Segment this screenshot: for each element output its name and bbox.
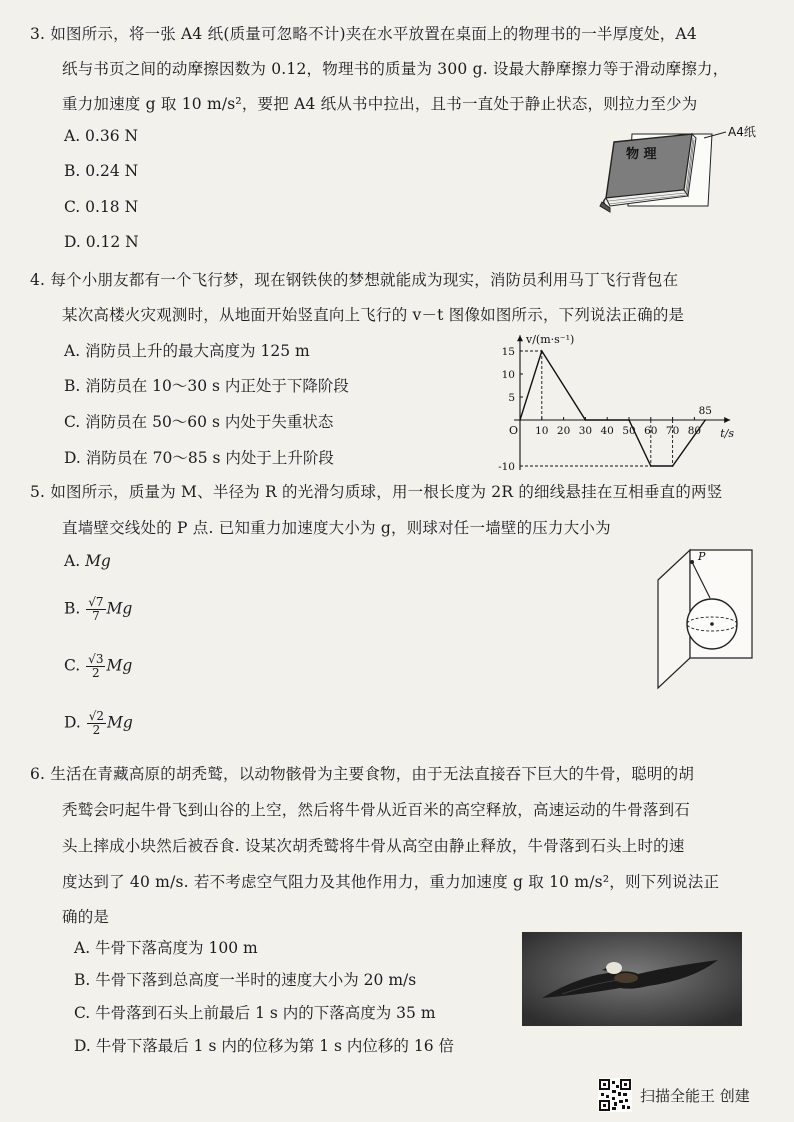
q3-line-2: 纸与书页之间的动摩擦因数为 0.12，物理书的质量为 300 g. 设最大静摩擦力等于滑动摩擦力， — [62, 60, 729, 78]
y-tick-label: -10 — [498, 461, 515, 470]
q5-option-d-label: D. — [64, 713, 81, 732]
vulture-photo — [522, 932, 742, 1026]
y-tick-label: 5 — [508, 392, 515, 404]
q5-option-a-text: Mg — [85, 552, 111, 570]
q6-option-d: D. 牛骨下落最后 1 s 内的位移为第 1 s 内位移的 16 倍 — [74, 1037, 455, 1055]
q5-line-2: 直墙壁交线处的 P 点. 已知重力加速度大小为 g，则球对任一墙壁的压力大小为 — [62, 519, 611, 537]
footer-text: 扫描全能王 创建 — [640, 1087, 750, 1105]
y-tick-label: 10 — [501, 369, 515, 381]
q5-option-c-text: Mg — [106, 656, 133, 675]
y-axis-arrow — [517, 335, 523, 341]
q4-line-1: 4. 每个小朋友都有一个飞行梦，现在钢铁侠的梦想就能成为现实，消防员利用马丁飞行背包在 — [30, 271, 679, 289]
q4-option-d: D. 消防员在 70～85 s 内处于上升阶段 — [64, 449, 334, 467]
a4-paper-label: A4纸 — [728, 125, 756, 139]
q4-option-a: A. 消防员上升的最大高度为 125 m — [64, 342, 310, 360]
q5-option-b-label: B. — [64, 599, 81, 618]
point-p-label: P — [698, 550, 706, 563]
vt-ticks — [498, 346, 701, 470]
velocity-point — [628, 419, 630, 421]
q4-option-c: C. 消防员在 50～60 s 内处于失重状态 — [64, 413, 334, 431]
book-figure — [592, 124, 772, 224]
q6-line-4: 度达到了 40 m/s. 若不考虑空气阻力及其他作用力，重力加速度 g 取 10 m/s²，则下列说法正 — [62, 873, 720, 891]
q5-option-d-den: 2 — [92, 723, 101, 737]
q5-option-c — [64, 653, 132, 680]
q5-option-a — [64, 552, 111, 570]
q6-option-b: B. 牛骨下落到总高度一半时的速度大小为 20 m/s — [74, 971, 417, 989]
x-tick-label: 30 — [578, 425, 593, 437]
q5-option-b-num: √7 — [88, 595, 104, 609]
sphere-wall-figure — [652, 540, 772, 695]
q5-option-d — [64, 710, 133, 737]
qr-code-icon — [598, 1078, 632, 1112]
vt-axes — [514, 335, 730, 470]
scanner-watermark — [598, 1078, 778, 1112]
velocity-point — [585, 419, 587, 421]
q5-option-b-den: 7 — [92, 609, 100, 623]
velocity-point — [705, 419, 707, 421]
velocity-point — [650, 465, 652, 467]
q5-option-b-text: Mg — [106, 599, 133, 618]
q6-line-1: 6. 生活在青藏高原的胡秃鹫，以动物骸骨为主要食物，由于无法直接吞下巨大的牛骨，聪明的胡 — [30, 765, 695, 783]
x-tick-label: 50 — [622, 425, 636, 437]
q6-line-5: 确的是 — [62, 908, 110, 926]
origin-label: O — [509, 424, 519, 437]
y-tick-label: 15 — [501, 346, 515, 358]
x-tick-label: 70 — [665, 425, 680, 437]
q5-option-b — [64, 596, 132, 623]
left-wall-shape — [658, 550, 690, 688]
vt-guides — [520, 351, 673, 466]
q5-option-d-num: √2 — [88, 709, 105, 723]
q3-option-c: C. 0.18 N — [64, 198, 139, 216]
x-tick-label: 10 — [535, 425, 549, 437]
x-tick-label: 60 — [644, 425, 658, 437]
q3-option-b: B. 0.24 N — [64, 162, 139, 180]
q3-line-3: 重力加速度 g 取 10 m/s²，要把 A4 纸从书中拉出，且书一直处于静止状态，则拉力至少为 — [62, 95, 698, 113]
q6-option-a: A. 牛骨下落高度为 100 m — [74, 939, 258, 957]
x-tick-label: 20 — [556, 425, 571, 437]
vt-chart — [494, 334, 754, 470]
velocity-line — [520, 351, 705, 466]
q6-line-3: 头上摔成小块然后被吞食. 设某次胡秃鹫将牛骨从高空由静止释放，牛骨落到石头上时的速 — [62, 837, 685, 855]
velocity-point — [672, 465, 674, 467]
q5-option-c-num: √3 — [88, 652, 104, 666]
x-axis-label: t/s — [720, 427, 734, 440]
q6-option-c: C. 牛骨落到石头上前最后 1 s 内的下落高度为 35 m — [74, 1004, 436, 1022]
q6-line-2: 秃鹫会叼起牛骨飞到山谷的上空，然后将牛骨从近百米的高空释放，高速运动的牛骨落到石 — [62, 801, 691, 819]
x-axis-arrow — [724, 417, 730, 423]
q3-option-d: D. 0.12 N — [64, 233, 139, 251]
q5-option-c-label: C. — [64, 656, 81, 675]
q5-option-a-label: A. — [64, 552, 81, 570]
q4-option-b: B. 消防员在 10～30 s 内正处于下降阶段 — [64, 377, 349, 395]
book-title: 物 理 — [626, 147, 657, 162]
vt-series — [519, 350, 706, 467]
q4-line-2: 某次高楼火灾观测时，从地面开始竖直向上飞行的 v－t 图像如图所示，下列说法正确的是 — [62, 306, 685, 324]
annotation-85: 85 — [698, 405, 712, 417]
q5-line-1: 5. 如图所示，质量为 M、半径为 R 的光滑匀质球，用一根长度为 2R 的细线悬挂在互相垂直的两竖 — [30, 483, 723, 501]
q5-option-d-text: Mg — [107, 713, 133, 732]
velocity-point — [541, 350, 543, 352]
q5-option-c-den: 2 — [91, 666, 100, 680]
x-tick-label: 80 — [687, 425, 702, 437]
q3-option-a: A. 0.36 N — [64, 127, 139, 145]
q3-line-1: 3. 如图所示，将一张 A4 纸(质量可忽略不计)夹在水平放置在桌面上的物理书的一半厚度处，A4 — [30, 25, 697, 43]
x-tick-label: 40 — [600, 425, 614, 437]
y-axis-label: v/(m·s⁻¹) — [526, 334, 575, 347]
velocity-point — [519, 419, 521, 421]
book-cover-shape — [606, 134, 692, 198]
